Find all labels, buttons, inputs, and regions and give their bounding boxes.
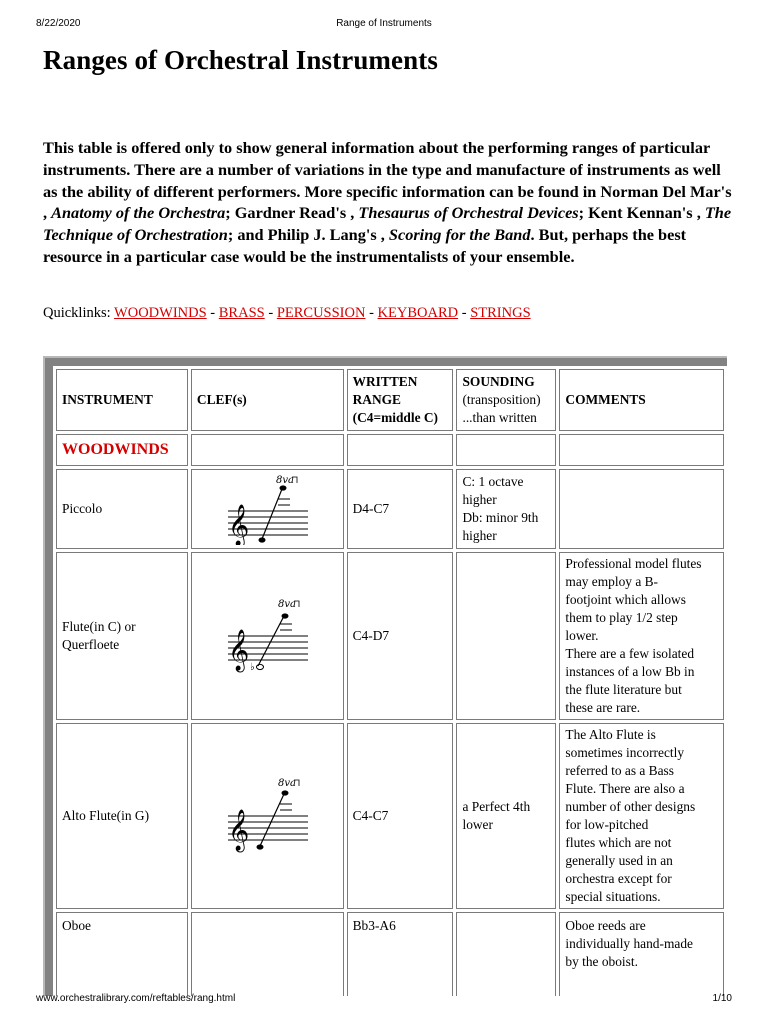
table-row xyxy=(56,469,724,549)
instrument-piccolo: Piccolo xyxy=(56,469,188,549)
clef-cell xyxy=(191,723,344,909)
header-instrument: INSTRUMENT xyxy=(56,369,188,431)
svg-text:8va: 8va xyxy=(276,475,295,486)
table-row xyxy=(56,912,724,996)
quicklink-woodwinds[interactable]: WOODWINDS xyxy=(114,305,207,321)
ranges-table xyxy=(53,366,727,996)
sounding-piccolo: C: 1 octave higher Db: minor 9th higher xyxy=(456,469,556,549)
quicklink-brass[interactable]: BRASS xyxy=(218,305,265,321)
print-date: 8/22/2020 xyxy=(36,18,81,29)
comments-oboe: Oboe reeds are individually hand-made by the oboist. xyxy=(559,912,724,996)
print-url: www.orchestralibrary.com/reftables/rang.html xyxy=(36,993,236,1004)
comments-piccolo xyxy=(559,469,724,549)
quicklink-percussion[interactable]: PERCUSSION xyxy=(276,305,366,321)
treble-clef-staff-icon xyxy=(222,596,312,676)
book-thesaurus: Thesaurus of Orchestral Devices xyxy=(358,203,579,223)
svg-text:8va: 8va xyxy=(278,599,297,610)
range-flute: C4-D7 xyxy=(347,552,454,720)
svg-text:𝄞: 𝄞 xyxy=(228,630,250,671)
quicklinks: Quicklinks: WOODWINDS - BRASS - PERCUSSION - KEYBOARD - STRINGS xyxy=(43,305,531,321)
range-oboe: Bb3-A6 xyxy=(347,912,454,996)
section-title-woodwinds: WOODWINDS xyxy=(62,441,169,458)
quicklink-keyboard[interactable]: KEYBOARD xyxy=(377,305,459,321)
book-scoring: Scoring for the Band xyxy=(388,225,531,245)
comments-flute: Professional model flutes may employ a B- footjoint which allows them to play 1/2 step lower. There are a few isolated instances of a low Bb in the flute literature but these are rare. xyxy=(559,552,724,720)
table-header-row xyxy=(56,369,724,431)
header-written-range: WRITTEN RANGE (C4=middle C) xyxy=(347,369,454,431)
quicklinks-label: Quicklinks: xyxy=(43,305,111,321)
header-clef: CLEF(s) xyxy=(191,369,344,431)
treble-clef-staff-icon xyxy=(222,776,312,856)
print-title: Range of Instruments xyxy=(336,18,432,29)
sounding-flute xyxy=(456,552,556,720)
quicklink-strings[interactable]: STRINGS xyxy=(470,305,531,321)
page-number: 1/10 xyxy=(712,993,732,1004)
svg-text:♭: ♭ xyxy=(250,662,255,673)
comments-alto-flute: The Alto Flute is sometimes incorrectly referred to as a Bass Flute. There are also a number of other designs for low-pitched flutes which are not generally used in an orchestra except for special situations. xyxy=(559,723,724,909)
table-row xyxy=(56,723,724,909)
book-anatomy: Anatomy of the Orchestra xyxy=(51,203,226,223)
table-frame xyxy=(43,356,727,996)
instrument-alto-flute: Alto Flute(in G) xyxy=(56,723,188,909)
intro-paragraph: This table is offered only to show general information about the performing ranges of particular instruments. There are a number of variations in the type and manufacture of instruments as well as the ability of different performers. More specific information can be found in Norman Del Mar's , Anatomy of the Orchestra; Gardner Read's , Thesaurus of Orchestral Devices; Kent Kennan's , The Technique of Orchestration; and Philip J. Lang's , Scoring for the Band. But, perhaps the best resource in a particular case would be the instrumentalists of your ensemble. xyxy=(43,138,732,266)
clef-cell xyxy=(191,552,344,720)
svg-text:𝄞: 𝄞 xyxy=(228,505,250,545)
svg-text:𝄞: 𝄞 xyxy=(228,810,250,851)
instrument-flute: Flute(in C) or Querfloete xyxy=(56,552,188,720)
sounding-alto-flute: a Perfect 4th lower xyxy=(456,723,556,909)
header-comments: COMMENTS xyxy=(559,369,724,431)
sounding-oboe xyxy=(456,912,556,996)
book-technique: The Technique of Orchestration xyxy=(43,203,732,245)
treble-clef-staff-icon xyxy=(222,473,312,545)
section-row-woodwinds xyxy=(56,434,724,466)
clef-cell xyxy=(191,912,344,996)
range-piccolo: D4-C7 xyxy=(347,469,454,549)
header-sounding: SOUNDING (transposition) ...than written xyxy=(456,369,556,431)
svg-text:8va: 8va xyxy=(278,778,297,789)
page-title: Ranges of Orchestral Instruments xyxy=(43,45,438,75)
range-alto-flute: C4-C7 xyxy=(347,723,454,909)
instrument-oboe: Oboe xyxy=(56,912,188,996)
clef-cell xyxy=(191,469,344,549)
table-row xyxy=(56,552,724,720)
